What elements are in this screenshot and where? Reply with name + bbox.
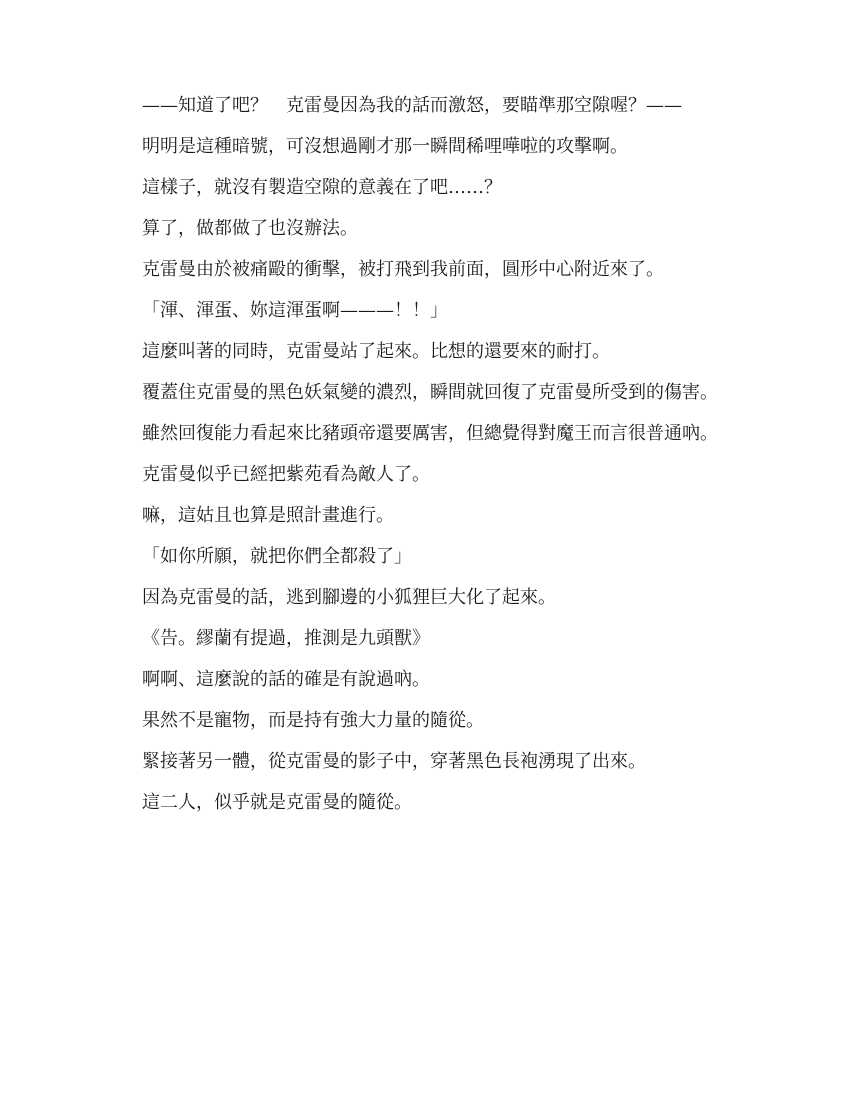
paragraph-5: 克雷曼由於被痛毆的衝擊，被打飛到我前面，圓形中心附近來了。 — [142, 259, 664, 280]
paragraph-2: 明明是這種暗號，可沒想過剛才那一瞬間稀哩嘩啦的攻擊啊。 — [142, 136, 628, 157]
paragraph-10: 克雷曼似乎已經把紫苑看為敵人了。 — [142, 464, 430, 485]
paragraph-17: 緊接著另一體，從克雷曼的影子中，穿著黑色長袍湧現了出來。 — [142, 751, 646, 772]
paragraph-11: 嘛，這姑且也算是照計畫進行。 — [142, 505, 394, 526]
paragraph-15: 啊啊、這麼說的話的確是有說過吶。 — [142, 669, 430, 690]
paragraph-18: 這二人，似乎就是克雷曼的隨從。 — [142, 792, 412, 813]
paragraph-1: ——知道了吧？ 克雷曼因為我的話而激怒，要瞄準那空隙喔？—— — [142, 95, 682, 116]
paragraph-14: 《告。繆蘭有提過，推測是九頭獸》 — [142, 628, 430, 649]
paragraph-3: 這樣子，就沒有製造空隙的意義在了吧……？ — [142, 177, 502, 198]
paragraph-8: 覆蓋住克雷曼的黑色妖氣變的濃烈，瞬間就回復了克雷曼所受到的傷害。 — [142, 382, 718, 403]
paragraph-13: 因為克雷曼的話，逃到腳邊的小狐狸巨大化了起來。 — [142, 587, 556, 608]
body-text — [100, 93, 750, 831]
paragraph-9: 雖然回復能力看起來比豬頭帝還要厲害，但總覺得對魔王而言很普通吶。 — [142, 423, 718, 444]
paragraph-7: 這麼叫著的同時，克雷曼站了起來。比想的還要來的耐打。 — [142, 341, 610, 362]
paragraph-16: 果然不是寵物，而是持有強大力量的隨從。 — [142, 710, 484, 731]
paragraph-6: 「渾、渾蛋、妳這渾蛋啊———！！」 — [142, 300, 448, 321]
paragraph-12: 「如你所願，就把你們全都殺了」 — [142, 546, 412, 567]
paragraph-4: 算了，做都做了也沒辦法。 — [142, 218, 358, 239]
